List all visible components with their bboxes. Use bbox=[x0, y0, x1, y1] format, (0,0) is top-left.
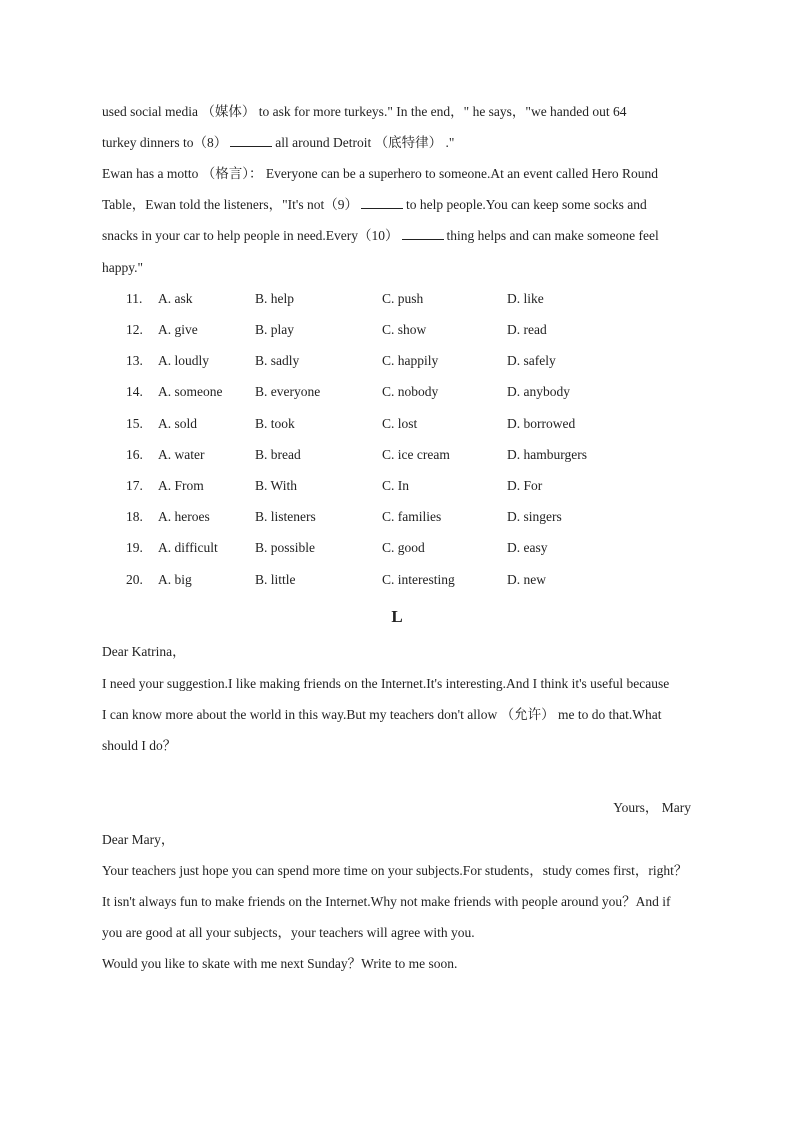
option-c[interactable]: C. nobody bbox=[382, 384, 439, 399]
option-b[interactable]: B. help bbox=[255, 291, 294, 306]
passage-line-5 bbox=[102, 227, 659, 245]
option-c[interactable]: C. show bbox=[382, 322, 427, 337]
option-c[interactable]: C. interesting bbox=[382, 572, 455, 587]
option-a[interactable]: A. difficult bbox=[158, 540, 218, 555]
passage-line-5-after-blank: thing helps and can make someone feel bbox=[446, 228, 659, 243]
letter1-line-2: I can know more about the world in this way.But my teachers don't allow （允许） me to do that.What bbox=[102, 707, 662, 722]
option-b[interactable]: B. play bbox=[255, 322, 294, 337]
option-c[interactable]: C. push bbox=[382, 291, 424, 306]
option-c[interactable]: C. In bbox=[382, 478, 409, 493]
letter1-greeting: Dear Katrina， bbox=[102, 644, 186, 659]
letter1-line-3: should I do？ bbox=[102, 738, 177, 753]
option-a[interactable]: A. someone bbox=[158, 384, 223, 399]
option-d[interactable]: D. read bbox=[507, 322, 547, 337]
option-a[interactable]: A. heroes bbox=[158, 509, 210, 524]
passage-line-4 bbox=[102, 196, 647, 214]
option-a[interactable]: A. ask bbox=[158, 291, 193, 306]
option-b[interactable]: B. took bbox=[255, 416, 295, 431]
answer-blank-10[interactable] bbox=[402, 227, 444, 240]
option-a[interactable]: A. big bbox=[158, 572, 192, 587]
option-b[interactable]: B. listeners bbox=[255, 509, 316, 524]
option-d[interactable]: D. safely bbox=[507, 353, 556, 368]
option-b[interactable]: B. sadly bbox=[255, 353, 300, 368]
question-number: 16. bbox=[126, 447, 143, 462]
passage-line-3: Ewan has a motto （格言）： Everyone can be a superhero to someone.At an event called Hero Round bbox=[102, 166, 658, 181]
letter1-line-1: I need your suggestion.I like making friends on the Internet.It's interesting.And I think it's useful because bbox=[102, 676, 670, 691]
section-heading: L bbox=[391, 607, 403, 626]
option-b[interactable]: B. possible bbox=[255, 540, 316, 555]
passage-line-1: used social media （媒体） to ask for more turkeys." In the end，" he says，"we handed out 64 bbox=[102, 104, 627, 119]
question-number: 14. bbox=[126, 384, 143, 399]
passage-line-4-before-blank: Table，Ewan told the listeners，"It's not（9） bbox=[102, 197, 358, 212]
letter2-greeting: Dear Mary， bbox=[102, 832, 175, 847]
answer-blank-8[interactable] bbox=[230, 134, 272, 147]
option-d[interactable]: D. easy bbox=[507, 540, 548, 555]
option-c[interactable]: C. ice cream bbox=[382, 447, 450, 462]
passage-line-2 bbox=[102, 134, 454, 152]
question-number: 11. bbox=[126, 291, 143, 306]
option-b[interactable]: B. little bbox=[255, 572, 296, 587]
letter2-line-1: Your teachers just hope you can spend more time on your subjects.For students，study comes first，right？ bbox=[102, 863, 688, 878]
option-d[interactable]: D. For bbox=[507, 478, 543, 493]
letter1-signoff: Yours， Mary bbox=[613, 800, 691, 815]
passage-line-2-before-blank: turkey dinners to（8） bbox=[102, 135, 228, 150]
answer-blank-9[interactable] bbox=[361, 196, 403, 209]
passage-line-5-before-blank: snacks in your car to help people in need.Every（10） bbox=[102, 228, 399, 243]
option-c[interactable]: C. families bbox=[382, 509, 442, 524]
question-number: 17. bbox=[126, 478, 143, 493]
question-number: 20. bbox=[126, 572, 143, 587]
question-number: 18. bbox=[126, 509, 143, 524]
option-d[interactable]: D. like bbox=[507, 291, 544, 306]
question-number: 13. bbox=[126, 353, 143, 368]
passage-line-4-after-blank: to help people.You can keep some socks and bbox=[405, 197, 647, 212]
option-a[interactable]: A. give bbox=[158, 322, 198, 337]
option-d[interactable]: D. singers bbox=[507, 509, 562, 524]
option-d[interactable]: D. new bbox=[507, 572, 546, 587]
question-number: 15. bbox=[126, 416, 143, 431]
letter2-line-4: Would you like to skate with me next Sunday？Write to me soon. bbox=[102, 956, 458, 971]
option-b[interactable]: B. bread bbox=[255, 447, 301, 462]
question-number: 19. bbox=[126, 540, 143, 555]
option-d[interactable]: D. borrowed bbox=[507, 416, 576, 431]
letter2-line-2: It isn't always fun to make friends on the Internet.Why not make friends with people around you？And if bbox=[102, 894, 671, 909]
question-number: 12. bbox=[126, 322, 143, 337]
option-c[interactable]: C. happily bbox=[382, 353, 439, 368]
letter2-line-3: you are good at all your subjects，your teachers will agree with you. bbox=[102, 925, 475, 940]
option-a[interactable]: A. water bbox=[158, 447, 205, 462]
option-a[interactable]: A. sold bbox=[158, 416, 198, 431]
option-b[interactable]: B. With bbox=[255, 478, 297, 493]
option-c[interactable]: C. lost bbox=[382, 416, 418, 431]
option-b[interactable]: B. everyone bbox=[255, 384, 321, 399]
option-a[interactable]: A. From bbox=[158, 478, 204, 493]
passage-line-2-after-blank: all around Detroit （底特律） ." bbox=[275, 135, 455, 150]
passage-line-6: happy." bbox=[102, 260, 144, 275]
option-c[interactable]: C. good bbox=[382, 540, 425, 555]
option-a[interactable]: A. loudly bbox=[158, 353, 210, 368]
option-d[interactable]: D. hamburgers bbox=[507, 447, 587, 462]
option-d[interactable]: D. anybody bbox=[507, 384, 570, 399]
